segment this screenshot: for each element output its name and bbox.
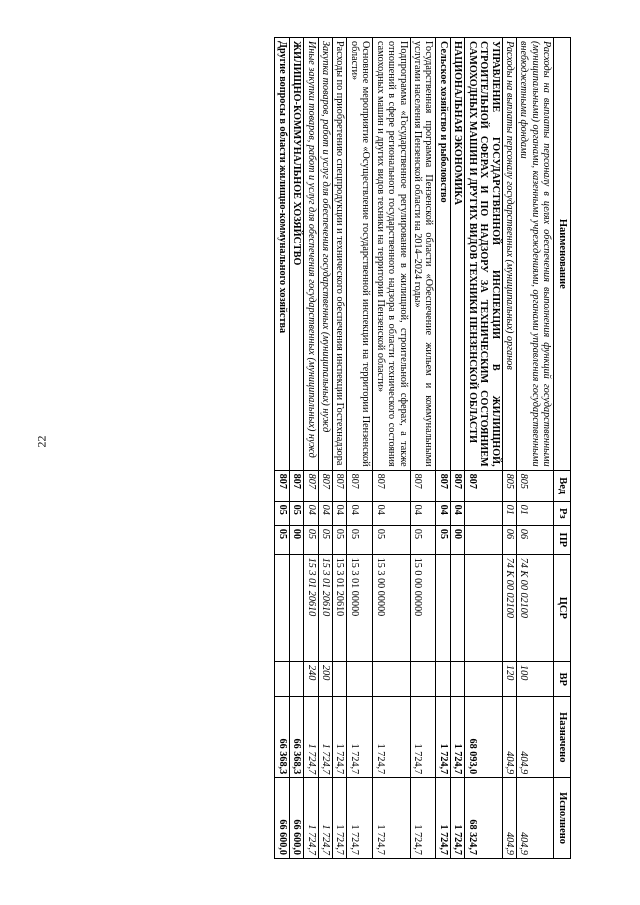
cell-ved: 807: [304, 470, 318, 501]
cell-executed: 404,9: [502, 778, 516, 859]
cell-rz: 04: [347, 501, 373, 525]
table-row: [516, 38, 553, 859]
cell-ved: 807: [347, 470, 373, 501]
table-row: [410, 38, 436, 859]
cell-executed: 1 724,7: [318, 778, 332, 859]
cell-assigned: 68 093,0: [465, 697, 502, 778]
cell-pr: 05: [436, 525, 450, 554]
cell-vr: [373, 662, 410, 697]
cell-assigned: 66 368,3: [275, 697, 289, 778]
cell-assigned: 404,9: [516, 697, 553, 778]
cell-ved: 805: [502, 470, 516, 501]
table-row: [436, 38, 450, 859]
cell-executed: 404,9: [516, 778, 553, 859]
cell-pr: 00: [289, 525, 303, 554]
cell-csr: [450, 554, 464, 661]
cell-vr: 200: [318, 662, 332, 697]
table-row: [373, 38, 410, 859]
cell-ved: 807: [465, 470, 502, 501]
cell-assigned: 1 724,7: [450, 697, 464, 778]
cell-executed: 1 724,7: [304, 778, 318, 859]
header-csr: ЦСР: [554, 554, 571, 661]
cell-executed: 1 724,7: [373, 778, 410, 859]
cell-rz: 04: [373, 501, 410, 525]
table-row: [347, 38, 373, 859]
cell-executed: 1 724,7: [450, 778, 464, 859]
cell-pr: 06: [516, 525, 553, 554]
cell-executed: 1 724,7: [436, 778, 450, 859]
cell-rz: 04: [304, 501, 318, 525]
table-row: [289, 38, 303, 859]
cell-assigned: 1 724,7: [333, 697, 347, 778]
cell-csr: [436, 554, 450, 661]
cell-vr: 100: [516, 662, 553, 697]
table-row: [465, 38, 502, 859]
cell-executed: 68 324,7: [465, 778, 502, 859]
cell-pr: 05: [410, 525, 436, 554]
cell-pr: 05: [275, 525, 289, 554]
cell-rz: 05: [289, 501, 303, 525]
cell-rz: 04: [436, 501, 450, 525]
cell-rz: 01: [502, 501, 516, 525]
header-assigned: Назначено: [554, 697, 571, 778]
cell-pr: 05: [318, 525, 332, 554]
cell-pr: 05: [333, 525, 347, 554]
table-row: [318, 38, 332, 859]
page-number: 22: [34, 435, 49, 448]
table-row: [450, 38, 464, 859]
cell-ved: 805: [516, 470, 553, 501]
cell-vr: [410, 662, 436, 697]
cell-vr: [347, 662, 373, 697]
cell-assigned: 66 368,3: [289, 697, 303, 778]
cell-csr: 15 3 01 20610: [304, 554, 318, 661]
cell-pr: 05: [373, 525, 410, 554]
table-row: [502, 38, 516, 859]
table-row: [333, 38, 347, 859]
cell-executed: 1 724,7: [333, 778, 347, 859]
cell-pr: 05: [304, 525, 318, 554]
cell-vr: [289, 662, 303, 697]
cell-executed: 1 724,7: [347, 778, 373, 859]
cell-rz: 04: [333, 501, 347, 525]
cell-pr: [465, 525, 502, 554]
cell-assigned: 1 724,7: [347, 697, 373, 778]
cell-rz: 04: [450, 501, 464, 525]
cell-executed: 66 600,0: [275, 778, 289, 859]
cell-ved: 807: [436, 470, 450, 501]
cell-csr: 74 К 00 02100: [516, 554, 553, 661]
cell-name: Государственная программа Пензенской области «Обеспечение жильем и коммунальными услугами населения Пензенской области на 2014–2024 годы»: [410, 38, 436, 471]
cell-csr: 15 3 01 20610: [318, 554, 332, 661]
cell-assigned: 404,9: [502, 697, 516, 778]
cell-executed: 1 724,7: [410, 778, 436, 859]
cell-ved: 807: [275, 470, 289, 501]
cell-name: Сельское хозяйство и рыболовство: [436, 38, 450, 471]
cell-assigned: 1 724,7: [373, 697, 410, 778]
cell-ved: 807: [410, 470, 436, 501]
cell-pr: 00: [450, 525, 464, 554]
header-vr: ВР: [554, 662, 571, 697]
header-ved: Вед: [554, 470, 571, 501]
table-row: [304, 38, 318, 859]
cell-ved: 807: [318, 470, 332, 501]
cell-rz: 05: [275, 501, 289, 525]
cell-csr: 15 3 01 00000: [347, 554, 373, 661]
cell-name: Расходы на выплаты персоналу государственных (муниципальных) органов: [502, 38, 516, 471]
table-header-row: [554, 38, 571, 859]
cell-name: Расходы на выплаты персоналу в целях обеспечения выполнения функций государственными (муниципальными) органами, казенными учреждениями, органами управления государственными внебюджетными фондами: [516, 38, 553, 471]
cell-csr: 15 3 01 20610: [333, 554, 347, 661]
cell-vr: 120: [502, 662, 516, 697]
cell-name: Иные закупки товаров, работ и услуг для обеспечения государственных (муниципальных) нужд: [304, 38, 318, 471]
table-row: [275, 38, 289, 859]
cell-ved: 807: [373, 470, 410, 501]
header-rz: Рз: [554, 501, 571, 525]
cell-pr: 06: [502, 525, 516, 554]
cell-ved: 807: [333, 470, 347, 501]
cell-vr: [465, 662, 502, 697]
cell-rz: [465, 501, 502, 525]
cell-assigned: 1 724,7: [304, 697, 318, 778]
cell-ved: 807: [450, 470, 464, 501]
cell-pr: 05: [347, 525, 373, 554]
cell-csr: 15 0 00 00000: [410, 554, 436, 661]
cell-name: Другие вопросы в области жилищно-коммунального хозяйства: [275, 38, 289, 471]
cell-assigned: 1 724,7: [318, 697, 332, 778]
cell-rz: 04: [410, 501, 436, 525]
cell-name: Расходы по приобретению спецпродукции и технического обеспечения инспекции Гостехнадзора: [333, 38, 347, 471]
cell-rz: 04: [318, 501, 332, 525]
cell-assigned: 1 724,7: [410, 697, 436, 778]
rotated-page-content: [51, 37, 571, 859]
cell-vr: [333, 662, 347, 697]
budget-table: [274, 37, 571, 859]
cell-rz: 01: [516, 501, 553, 525]
cell-vr: [450, 662, 464, 697]
cell-name: ЖИЛИЩНО-КОММУНАЛЬНОЕ ХОЗЯЙСТВО: [289, 38, 303, 471]
cell-executed: 66 600,0: [289, 778, 303, 859]
cell-vr: [436, 662, 450, 697]
cell-vr: 240: [304, 662, 318, 697]
header-name: Наименование: [554, 38, 571, 471]
cell-csr: 74 К 00 02100: [502, 554, 516, 661]
header-executed: Исполнено: [554, 778, 571, 859]
cell-csr: 15 3 00 00000: [373, 554, 410, 661]
cell-ved: 807: [289, 470, 303, 501]
cell-name: Подпрограмма «Государственное регулирование в жилищной, строительной сферах, а также отношений в сфере регионального государственного надзора в области технического состояния самоходных машин и других видов техники на территории Пензенской области»: [373, 38, 410, 471]
cell-csr: [465, 554, 502, 661]
cell-name: НАЦИОНАЛЬНАЯ ЭКОНОМИКА: [450, 38, 464, 471]
cell-vr: [275, 662, 289, 697]
cell-name: УПРАВЛЕНИЕ ГОСУДАРСТВЕННОЙ ИНСПЕКЦИИ В ЖИЛИЩНОЙ, СТРОИТЕЛЬНОЙ СФЕРАХ И ПО НАДЗОРУ ЗА ТЕХНИЧЕСКИМ СОСТОЯНИЕМ САМОХОДНЫХ МАШИН И ДРУГИХ ВИДОВ ТЕХНИКИ ПЕНЗЕНСКОЙ ОБЛАСТИ: [465, 38, 502, 471]
cell-csr: [289, 554, 303, 661]
cell-name: Закупка товаров, работ и услуг для обеспечения государственных (муниципальных) нужд: [318, 38, 332, 471]
cell-assigned: 1 724,7: [436, 697, 450, 778]
cell-name: Основное мероприятие «Осуществление государственной инспекции на территории Пензенской области»: [347, 38, 373, 471]
header-pr: ПР: [554, 525, 571, 554]
cell-csr: [275, 554, 289, 661]
